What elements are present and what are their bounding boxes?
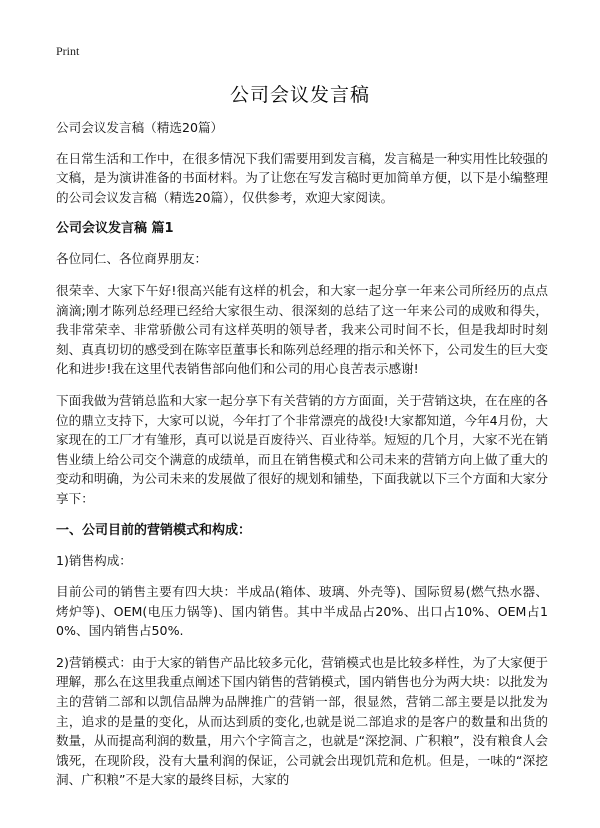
body-paragraph-3: 目前公司的销售主要有四大块：半成品(箱体、玻璃、外壳等)、国际贸易(燃气热水器、烤炉等)、OEM(电压力锅等)、国内销售。其中半成品占20%、出口占10%、OEM占10%、国内销售占50%. (56, 584, 548, 639)
document-subtitle: 公司会议发言稿（精选20篇） (56, 120, 224, 135)
body-paragraph-1: 很荣幸、大家下午好!很高兴能有这样的机会，和大家一起分享一年来公司所经历的点点滴滴;刚才陈列总经理已经给大家很生动、很深刻的总结了这一年来公司的成败和得失，我非常荣幸、非常骄傲公司有这样英明的领导者，我来公司时间不长，但是我却时时刻刻、真真切切的感受到在陈宰臣董事长和陈列总经理的指示和关怀下，公司发生的巨大变化和进步!我在这里代表销售部向他们和公司的用心良苦表示感谢! (56, 282, 548, 377)
page-title: 公司会议发言稿 (229, 84, 370, 106)
document-body (56, 118, 548, 802)
print-link[interactable]: Print (56, 44, 80, 58)
section-heading: 公司会议发言稿 篇1 (56, 221, 174, 237)
intro-paragraph: 在日常生活和工作中，在很多情况下我们需要用到发言稿，发言稿是一种实用性比较强的文稿，是为演讲准备的书面材料。为了让您在写发言稿时更加简单方便，以下是小编整理的公司会议发言稿（精选20篇），仅供参考，欢迎大家阅读。 (56, 150, 548, 205)
body-paragraph-2: 下面我做为营销总监和大家一起分享下有关营销的方方面面，关于营销这块，在在座的各位的鼎立支持下，大家可以说，今年打了个非常漂亮的战役!大家都知道，今年4月份，大家现在的工厂才有雏形，真可以说是百废待兴、百业待举。短短的几个月，大家不光在销售业绩上给公司交个满意的成绩单，而且在销售模式和公司未来的营销方向上做了重大的变动和明确，为公司未来的发展做了很好的规划和铺垫，下面我就以下三个方面和大家分享下： (56, 392, 548, 506)
greeting-paragraph: 各位同仁、各位商界朋友： (56, 251, 208, 267)
subsection-heading-1: 一、公司目前的营销模式和构成： (56, 522, 252, 538)
item-label-1: 1)销售构成： (56, 552, 132, 568)
body-paragraph-4: 2)营销模式：由于大家的销售产品比较多元化，营销模式也是比较多样性，为了大家便于理解，那么在这里我重点阐述下国内销售的营销模式，国内销售也分为两大块：以批发为主的营销二部和以凯信品牌为品牌推广的营销一部，很显然，营销二部主要是以批发为主，追求的是量的变化，从而达到质的变化,也就是说二部追求的是客户的数量和出货的数量，从而提高利润的数量，用六个字简言之，也就是“深挖洞、广积粮”，没有粮食人会饿死，在现阶段，没有大量利润的保证，公司就会出现饥荒和危机。但是，一味的“深挖洞、广积粮”不是大家的最终目标，大家的 (56, 654, 548, 788)
